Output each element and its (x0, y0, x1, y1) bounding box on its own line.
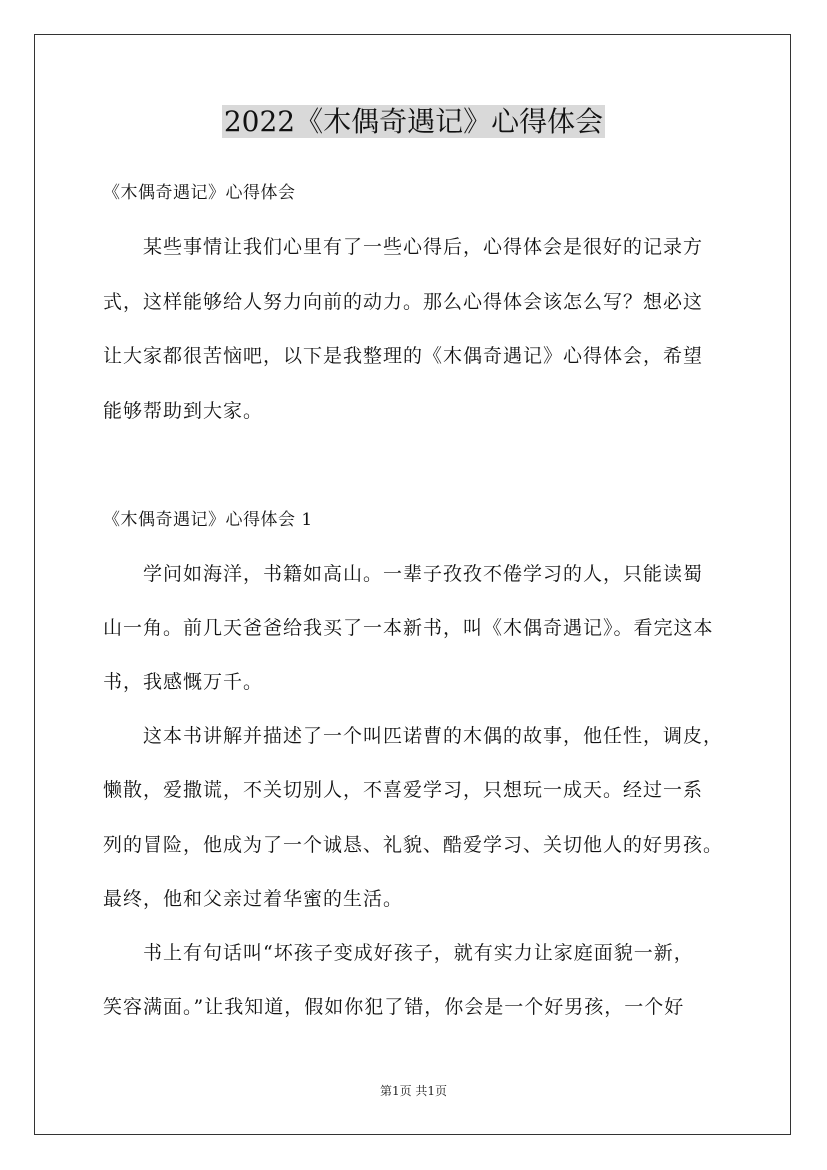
intro-heading: 《木偶奇遇记》心得体会 (103, 183, 296, 203)
paragraph-line-9: 笑容满面。”让我知道，假如你犯了错，你会是一个好男孩，一个好 (103, 996, 685, 1018)
intro-line-3: 让大家都很苦恼吧，以下是我整理的《木偶奇遇记》心得体会，希望 (103, 345, 704, 367)
page-footer: 第1页 共1页 (379, 1084, 448, 1098)
paragraph-line-2: 山一角。前几天爸爸给我买了一本新书，叫《木偶奇遇记》。看完这本 (103, 617, 714, 639)
section-heading: 《木偶奇遇记》心得体会 1 (103, 510, 313, 530)
document-title-text: 2022《木偶奇遇记》心得体会 (223, 105, 604, 138)
paragraph-line-3: 书，我感慨万千。 (103, 671, 264, 693)
document-title (0, 98, 827, 146)
paragraph-line-8: 书上有句话叫“坏孩子变成好孩子，就有实力让家庭面貌一新， (143, 942, 694, 964)
intro-line-2: 式，这样能够给人努力向前的动力。那么心得体会该怎么写？想必这 (103, 291, 704, 313)
paragraph-line-1: 学问如海洋，书籍如高山。一辈子孜孜不倦学习的人，只能读蜀 (143, 563, 704, 585)
paragraph-line-5: 懒散，爱撒谎，不关切别人，不喜爱学习，只想玩一成天。经过一系 (103, 779, 704, 801)
intro-line-4: 能够帮助到大家。 (103, 400, 264, 422)
paragraph-line-7: 最终，他和父亲过着华蜜的生活。 (103, 888, 404, 910)
intro-line-1: 某些事情让我们心里有了一些心得后，心得体会是很好的记录方 (143, 236, 704, 258)
paragraph-line-4: 这本书讲解并描述了一个叫匹诺曹的木偶的故事，他任性，调皮， (143, 725, 724, 747)
paragraph-line-6: 列的冒险，他成为了一个诚恳、礼貌、酷爱学习、关切他人的好男孩。 (103, 834, 724, 856)
